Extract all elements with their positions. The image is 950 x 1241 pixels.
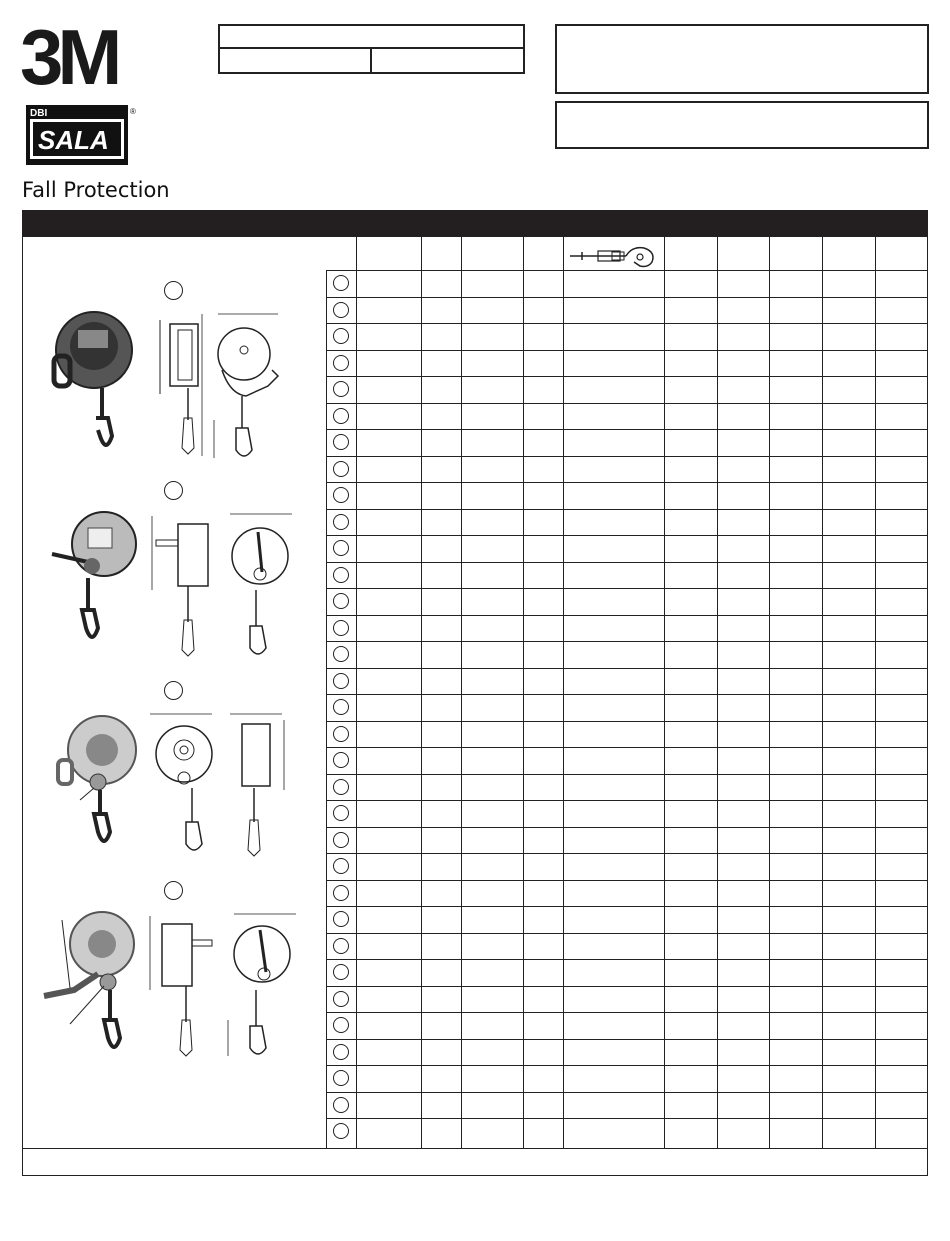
srl-side-view-b	[148, 510, 218, 658]
srl-side-view-d	[146, 910, 218, 1060]
row-marker-circle	[333, 964, 349, 980]
fall-protection-tagline: Fall Protection	[22, 178, 170, 202]
brand-logo-text: 3M	[20, 24, 117, 88]
row-marker-circle	[333, 911, 349, 927]
row-divider	[326, 1039, 928, 1040]
row-divider	[326, 323, 928, 324]
header-info-split	[370, 47, 372, 74]
row-divider	[326, 853, 928, 854]
dbi-sala-logo	[26, 105, 138, 165]
row-marker-circle	[333, 461, 349, 477]
srl-photo-d	[40, 900, 140, 1060]
row-divider	[326, 350, 928, 351]
row-divider	[326, 1092, 928, 1093]
row-divider	[326, 429, 928, 430]
row-divider	[326, 774, 928, 775]
row-divider	[326, 509, 928, 510]
row-divider	[326, 376, 928, 377]
group-c-marker	[164, 681, 183, 700]
row-divider	[326, 933, 928, 934]
snap-hook-connector-icon	[568, 243, 660, 269]
row-marker-circle	[333, 646, 349, 662]
row-marker-circle	[333, 275, 349, 291]
row-divider	[326, 800, 928, 801]
subtitle-box	[555, 101, 929, 149]
row-divider	[326, 827, 928, 828]
row-marker-circle	[333, 699, 349, 715]
row-marker-circle	[333, 779, 349, 795]
row-marker-circle	[333, 434, 349, 450]
row-divider	[326, 721, 928, 722]
brand-logo-3m	[20, 24, 145, 88]
srl-front-view-d	[226, 910, 298, 1060]
row-marker-circle	[333, 355, 349, 371]
row-divider	[326, 615, 928, 616]
row-marker-circle	[333, 540, 349, 556]
row-divider	[326, 906, 928, 907]
registered-mark: ®	[130, 107, 136, 116]
row-marker-circle	[333, 328, 349, 344]
row-marker-circle	[333, 487, 349, 503]
header-row-divider	[326, 270, 928, 271]
row-divider	[326, 456, 928, 457]
row-divider	[326, 482, 928, 483]
row-divider	[326, 1012, 928, 1013]
row-marker-circle	[333, 302, 349, 318]
row-marker-circle	[333, 805, 349, 821]
row-marker-circle	[333, 381, 349, 397]
row-marker-circle	[333, 1097, 349, 1113]
row-marker-circle	[333, 567, 349, 583]
row-marker-circle	[333, 408, 349, 424]
srl-side-view-c	[226, 710, 288, 860]
group-a-marker	[164, 281, 183, 300]
dbi-text: DBI	[30, 108, 48, 119]
row-divider	[326, 668, 928, 669]
row-marker-circle	[333, 726, 349, 742]
srl-front-view-b	[222, 510, 298, 660]
group-d-marker	[164, 881, 183, 900]
row-marker-circle	[333, 673, 349, 689]
row-divider	[326, 403, 928, 404]
title-box	[555, 24, 929, 94]
row-divider	[326, 588, 928, 589]
srl-front-view-a	[212, 310, 284, 460]
srl-side-view-a	[158, 310, 210, 458]
row-marker-circle	[333, 752, 349, 768]
row-marker-circle	[333, 991, 349, 1007]
sala-text: SALA	[38, 125, 109, 155]
row-divider	[326, 880, 928, 881]
column-divider	[326, 270, 327, 1148]
row-marker-circle	[333, 1017, 349, 1033]
row-marker-circle	[333, 938, 349, 954]
srl-photo-b	[48, 500, 140, 650]
row-divider	[326, 959, 928, 960]
row-divider	[326, 747, 928, 748]
row-marker-circle	[333, 1070, 349, 1086]
row-marker-circle	[333, 858, 349, 874]
row-divider	[326, 986, 928, 987]
srl-front-view-c	[148, 710, 222, 860]
row-divider	[326, 1118, 928, 1119]
row-marker-circle	[333, 1123, 349, 1139]
section-banner	[22, 210, 928, 236]
row-divider	[326, 641, 928, 642]
row-marker-circle	[333, 885, 349, 901]
srl-photo-a	[48, 300, 140, 460]
row-divider	[326, 535, 928, 536]
footer-divider	[22, 1148, 928, 1149]
row-divider	[326, 694, 928, 695]
row-marker-circle	[333, 620, 349, 636]
row-divider	[326, 1065, 928, 1066]
row-marker-circle	[333, 514, 349, 530]
row-marker-circle	[333, 832, 349, 848]
group-b-marker	[164, 481, 183, 500]
srl-photo-c	[48, 700, 140, 850]
row-marker-circle	[333, 593, 349, 609]
row-divider	[326, 297, 928, 298]
row-marker-circle	[333, 1044, 349, 1060]
row-divider	[326, 562, 928, 563]
